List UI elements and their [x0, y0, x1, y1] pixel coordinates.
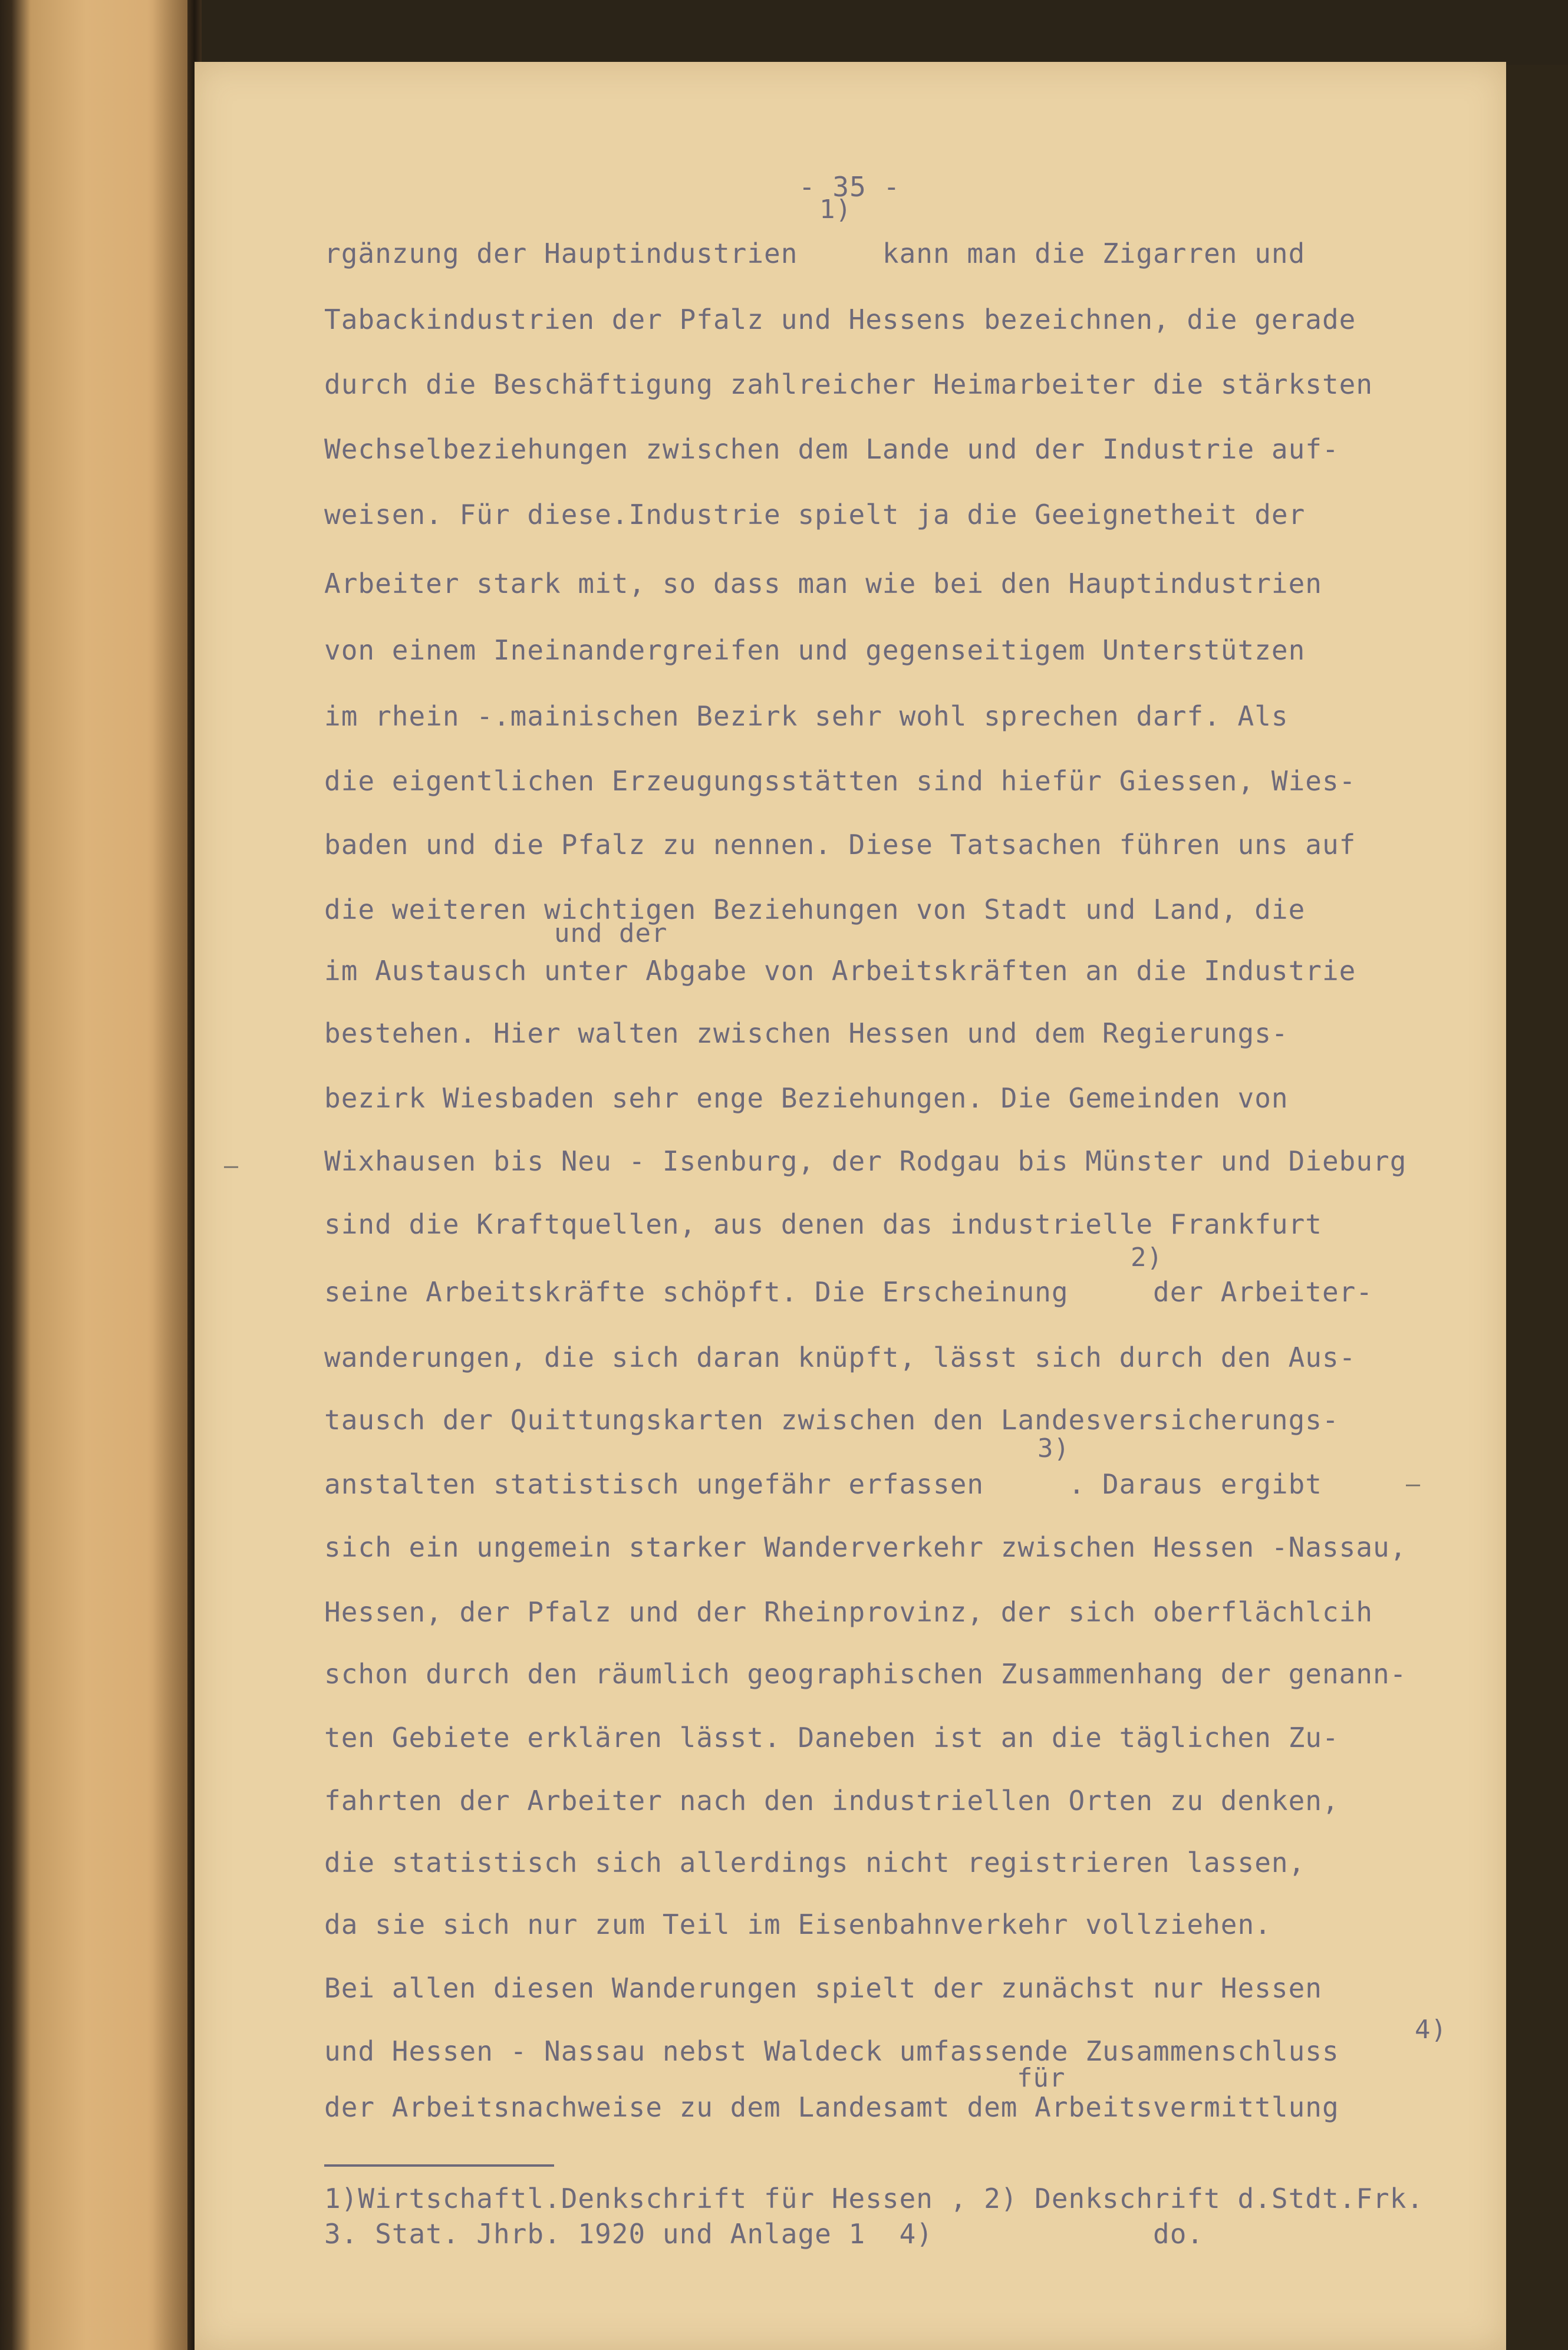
body-line-18: wanderungen, die sich daran knüpft, lässt sich durch den Aus- [324, 1342, 1356, 1373]
body-line-16: sind die Kraftquellen, aus denen das industrielle Frankfurt [324, 1208, 1322, 1240]
body-line-7: von einem Ineinandergreifen und gegenseitigem Unterstützen [324, 634, 1306, 666]
body-line-28: Bei allen diesen Wanderungen spielt der zunächst nur Hessen [324, 1972, 1322, 2004]
interlinear-insert-und-der: und der [554, 918, 668, 948]
body-line-11: die weiteren wichtigen Beziehungen von Stadt und Land, die [324, 894, 1306, 925]
body-line-4: Wechselbeziehungen zwischen dem Lande und der Industrie auf- [324, 433, 1339, 465]
body-line-23: schon durch den räumlich geographischen Zusammenhang der genann- [324, 1658, 1407, 1690]
body-line-13: bestehen. Hier walten zwischen Hessen und dem Regierungs- [324, 1017, 1289, 1049]
margin-dash-mark: – [224, 1152, 239, 1179]
footnote-line-1: 1)Wirtschaftl.Denkschrift für Hessen , 2) Denkschrift d.Stdt.Frk. [324, 2183, 1424, 2214]
footnote-marker-3: 3) [1037, 1433, 1070, 1464]
body-line-9: die eigentlichen Erzeugungsstätten sind hiefür Giessen, Wies- [324, 765, 1356, 797]
body-line-17: seine Arbeitskräfte schöpft. Die Erscheinung der Arbeiter- [324, 1276, 1373, 1308]
body-line-5: weisen. Für diese.Industrie spielt ja die Geeignetheit der [324, 499, 1306, 530]
body-line-12: im Austausch unter Abgabe von Arbeitskräften an die Industrie [324, 955, 1356, 987]
footnote-divider [324, 2164, 554, 2167]
body-line-8: im rhein -.mainischen Bezirk sehr wohl sprechen darf. Als [324, 700, 1289, 732]
facing-page-shadow [147, 0, 192, 2350]
body-line-1: rgänzung der Hauptindustrien kann man die Zigarren und [324, 238, 1306, 269]
body-line-10: baden und die Pfalz zu nennen. Diese Tatsachen führen uns auf [324, 829, 1356, 861]
body-line-26: die statistisch sich allerdings nicht registrieren lassen, [324, 1847, 1306, 1878]
body-line-15: Wixhausen bis Neu - Isenburg, der Rodgau bis Münster und Dieburg [324, 1145, 1407, 1177]
body-line-24: ten Gebiete erklären lässt. Daneben ist an die täglichen Zu- [324, 1722, 1339, 1754]
body-line-25: fahrten der Arbeiter nach den industriellen Orten zu denken, [324, 1785, 1339, 1817]
margin-dash-mark: – [1406, 1471, 1421, 1498]
body-line-2: Tabackindustrien der Pfalz und Hessens bezeichnen, die gerade [324, 304, 1356, 335]
body-line-20: anstalten statistisch ungefähr erfassen . Daraus ergibt [324, 1468, 1322, 1500]
page-number: - 35 - [799, 171, 901, 203]
footnote-marker-2: 2) [1131, 1242, 1163, 1273]
body-line-30: der Arbeitsnachweise zu dem Landesamt dem Arbeitsvermittlung [324, 2091, 1339, 2123]
footnote-marker-4: 4) [1415, 2015, 1447, 2045]
body-line-29: und Hessen - Nassau nebst Waldeck umfassende Zusammenschluss [324, 2035, 1339, 2067]
body-line-21: sich ein ungemein starker Wanderverkehr zwischen Hessen -Nassau, [324, 1531, 1407, 1563]
body-line-22: Hessen, der Pfalz und der Rheinprovinz, der sich oberflächlcih [324, 1596, 1373, 1628]
background-edge [1506, 65, 1568, 2350]
body-line-27: da sie sich nur zum Teil im Eisenbahnverkehr vollziehen. [324, 1909, 1271, 1940]
interlinear-insert-fuer: für [1017, 2063, 1066, 2093]
footnote-line-2: 3. Stat. Jhrb. 1920 und Anlage 1 4) do. [324, 2218, 1204, 2250]
body-line-14: bezirk Wiesbaden sehr enge Beziehungen. Die Gemeinden von [324, 1082, 1289, 1114]
body-line-6: Arbeiter stark mit, so dass man wie bei den Hauptindustrien [324, 568, 1322, 599]
footnote-marker-1: 1) [819, 195, 852, 225]
body-line-3: durch die Beschäftigung zahlreicher Heimarbeiter die stärksten [324, 368, 1373, 400]
body-line-19: tausch der Quittungskarten zwischen den Landesversicherungs- [324, 1404, 1339, 1436]
